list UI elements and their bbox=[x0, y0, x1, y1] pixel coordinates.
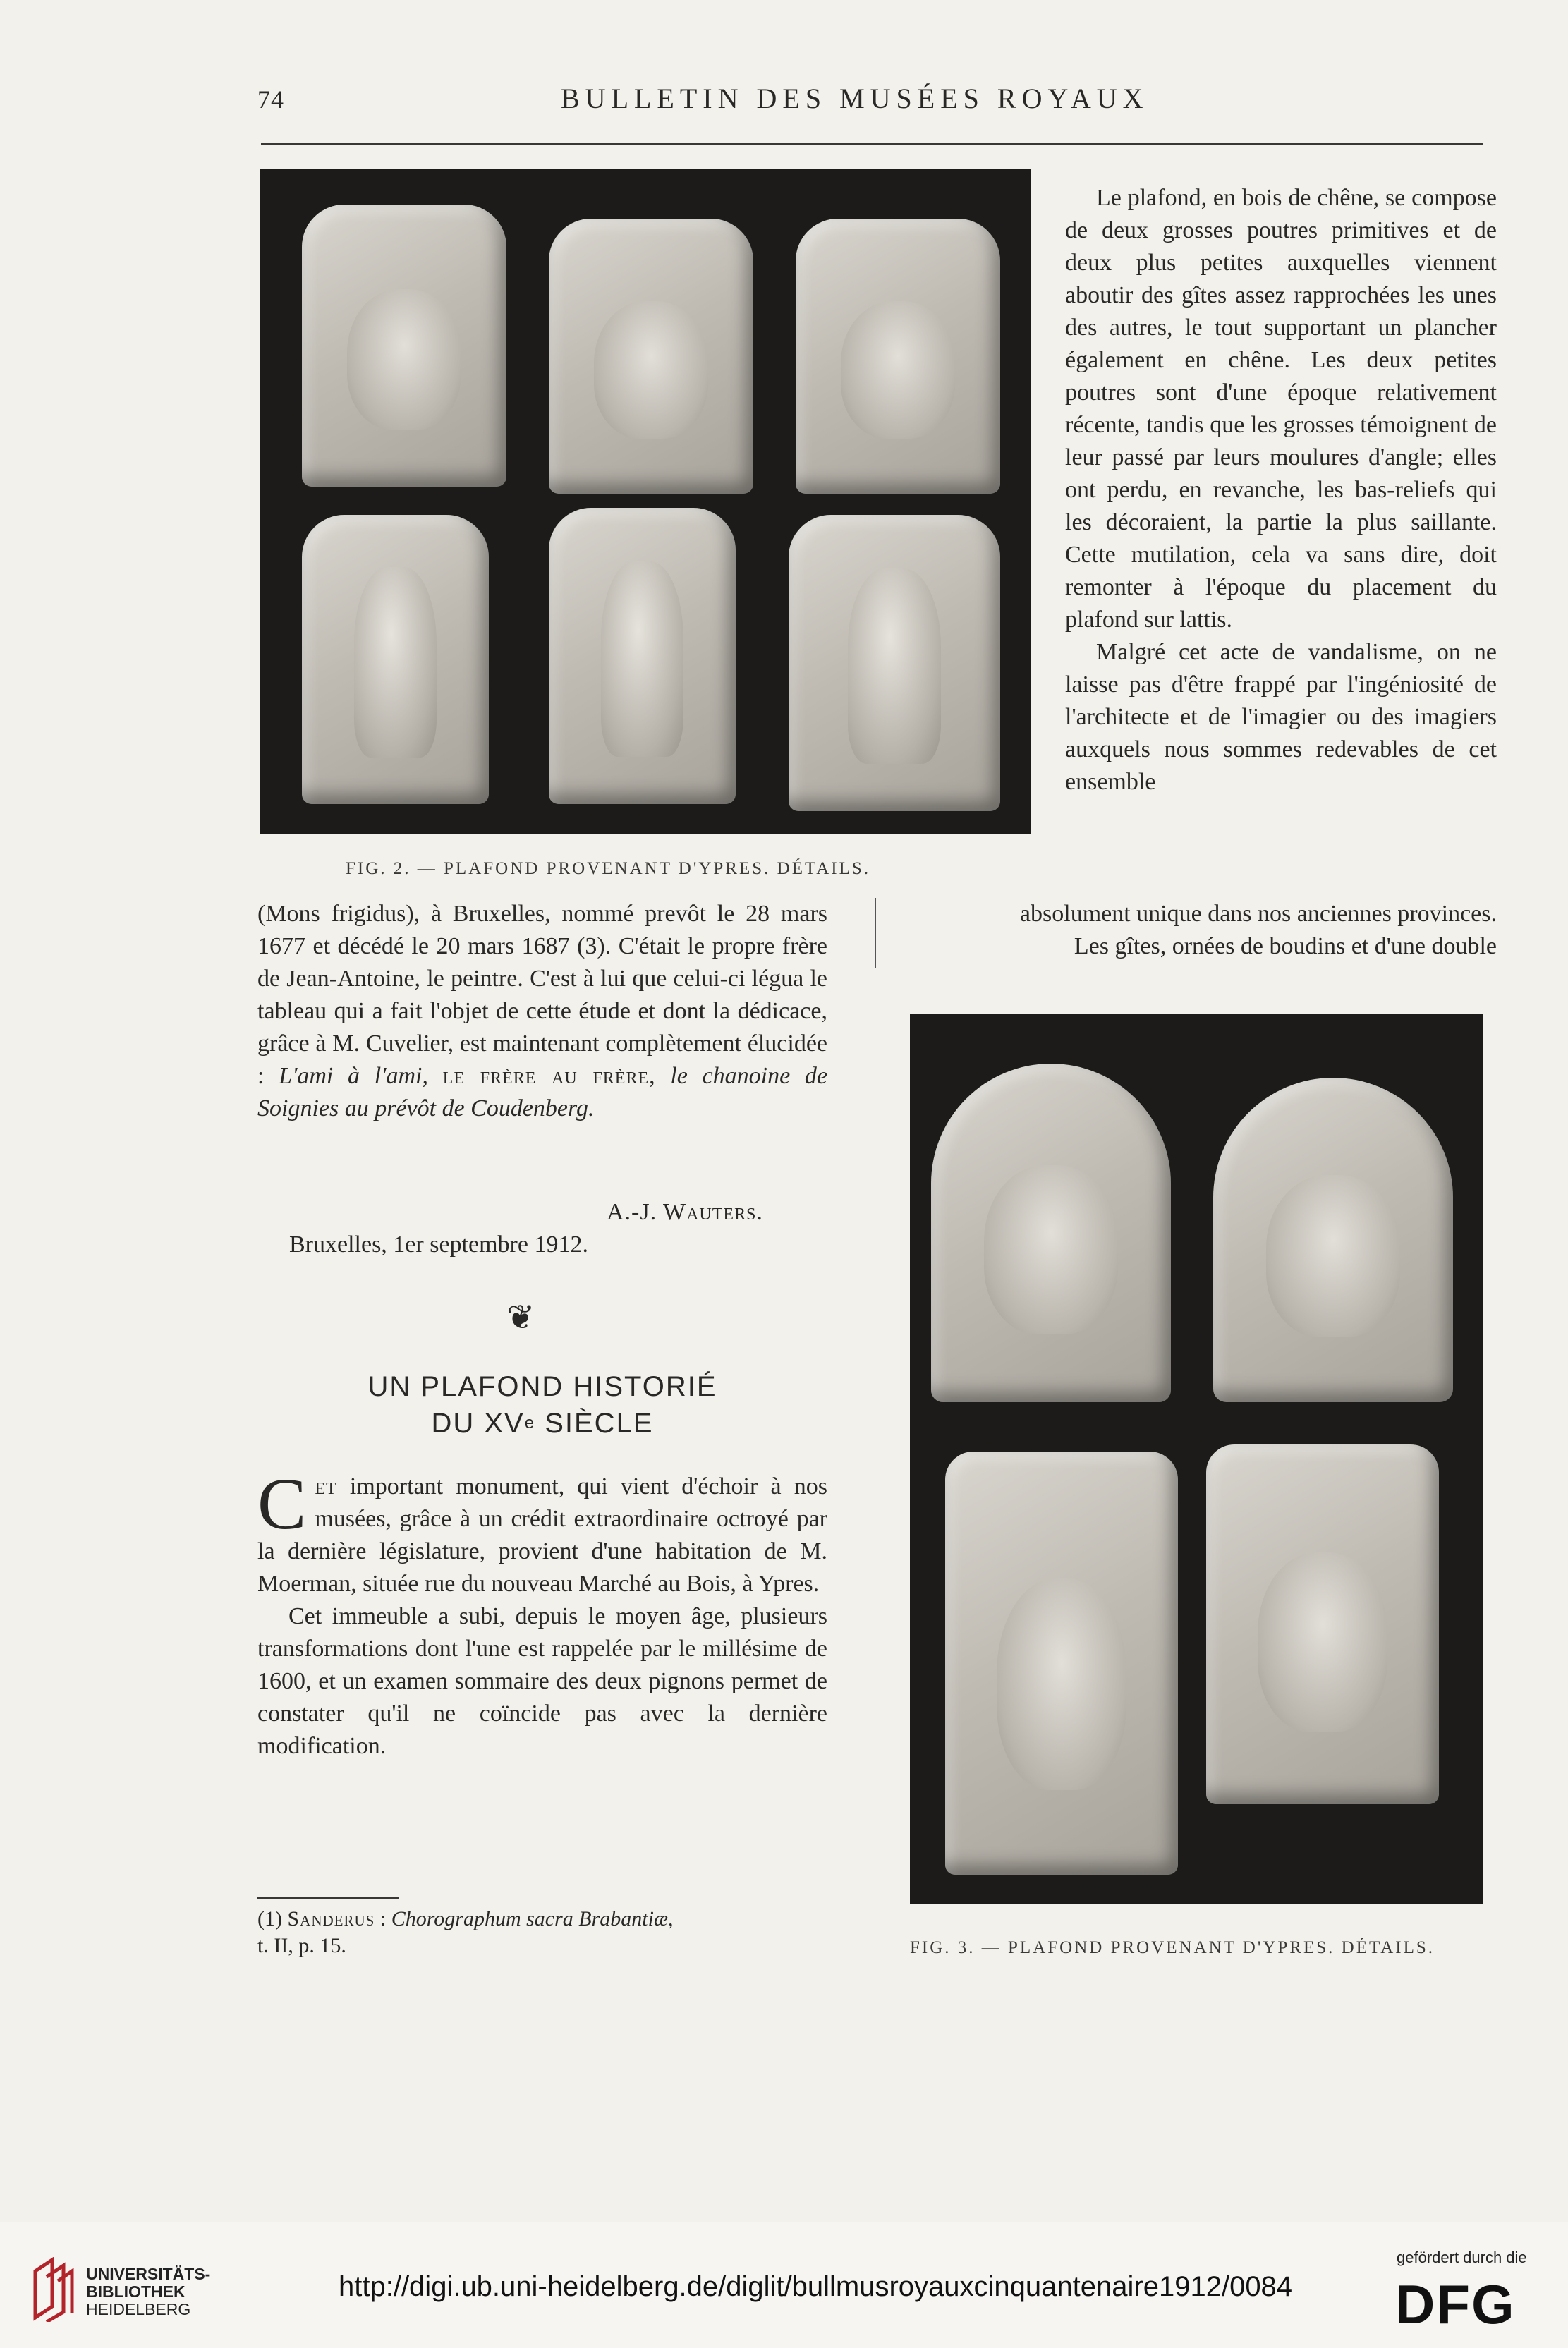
column-separator bbox=[875, 898, 876, 968]
figure-2-caption: FIG. 2. — PLAFOND PROVENANT D'YPRES. DÉTAILS. bbox=[346, 859, 871, 878]
running-title: BULLETIN DES MUSÉES ROYAUX bbox=[561, 83, 1149, 114]
figure-3-photo bbox=[910, 1014, 1483, 1904]
carved-head-tile bbox=[1206, 1444, 1439, 1804]
footnote-rule bbox=[257, 1897, 399, 1899]
heading-line: UN PLAFOND HISTORIÉ bbox=[367, 1371, 717, 1402]
carved-head-tile bbox=[1213, 1078, 1453, 1402]
carved-figure-tile bbox=[302, 515, 489, 804]
drop-cap: C bbox=[257, 1464, 307, 1545]
author-signature: A.-J. Wauters. bbox=[607, 1199, 763, 1225]
library-name: UNIVERSITÄTS- BIBLIOTHEK HEIDELBERG bbox=[86, 2265, 211, 2318]
carved-head-tile bbox=[302, 205, 506, 487]
paragraph: Cet immeuble a subi, depuis le moyen âge, plusieurs transformations dont l'une est rappelée par le millésime de 1600, et un examen sommaire des deux pignons permet de constater qu'il ne coïncide pas avec la dernière modification. bbox=[257, 1603, 827, 1759]
figure-3-caption: FIG. 3. — PLAFOND PROVENANT D'YPRES. DÉTAILS. bbox=[910, 1938, 1435, 1957]
previous-article-ending bbox=[257, 898, 827, 1125]
digitization-footer bbox=[0, 2222, 1568, 2348]
carved-head-tile bbox=[931, 1064, 1171, 1402]
carved-figure-tile bbox=[789, 515, 1000, 811]
footnote-text: t. II, p. 15. bbox=[257, 1934, 346, 1957]
heading-line: DU XVe SIÈCLE bbox=[431, 1408, 654, 1439]
paragraph: (Mons frigidus), à Bruxelles, nommé prevôt le 28 mars 1677 et décédé le 20 mars 1687 (3). C'était le propre frère de Jean-Antoine, le peintre. C'est à lui que celui-ci légua le tableau qui a fait l'objet de cette étude et dont la dédicace, grâce à M. Cuvelier, est maintenant complètement élucidée : L'ami à l'ami, le frère au frère, le chanoine de Soignies au prévôt de Coudenberg. bbox=[257, 901, 828, 1121]
text-line: Les gîtes, ornées de boudins et d'une double bbox=[1074, 933, 1497, 959]
article-heading bbox=[257, 1368, 827, 1442]
carved-head-tile bbox=[796, 219, 1000, 494]
text-line: absolument unique dans nos anciennes provinces. bbox=[1019, 901, 1497, 927]
paragraph: Malgré cet acte de vandalisme, on ne laisse pas d'être frappé par l'ingéniosité de l'architecte et de l'imagier ou des imagiers auxquels nous sommes redevables de cet ensemble bbox=[1065, 639, 1497, 795]
carved-head-tile bbox=[549, 219, 753, 494]
page-header bbox=[257, 79, 1485, 121]
paragraph: Cet important monument, qui vient d'échoir à nos musées, grâce à un crédit extraordinaire octroyé par la dernière législature, provient d'une habitation de M. Moerman, située rue du nouveau Marché au Bois, à Ypres. bbox=[257, 1464, 827, 1597]
footnote bbox=[257, 1906, 827, 1959]
footnote-text: (1) Sanderus : Chorographum sacra Brabantiæ, bbox=[257, 1907, 674, 1930]
dfg-logo: DFG bbox=[1395, 2273, 1516, 2335]
funding-note: gefördert durch die bbox=[1397, 2249, 1527, 2266]
figure-2-photo bbox=[260, 169, 1031, 834]
source-url[interactable]: http://digi.ub.uni-heidelberg.de/diglit/bullmusroyauxcinquantenaire1912/0084 bbox=[339, 2271, 1293, 2302]
right-column-text bbox=[1065, 182, 1497, 798]
dateline: Bruxelles, 1er septembre 1912. bbox=[289, 1231, 588, 1258]
library-logo-icon bbox=[31, 2257, 75, 2322]
page-number: 74 bbox=[257, 85, 284, 114]
carved-head-tile bbox=[945, 1452, 1178, 1875]
article-body bbox=[257, 1464, 827, 1763]
right-continuation bbox=[878, 898, 1497, 963]
ornament-icon: ❦ bbox=[506, 1299, 535, 1337]
header-rule bbox=[261, 143, 1483, 145]
paragraph: Le plafond, en bois de chêne, se compose de deux grosses poutres primitives et de deux plus petites auxquelles viennent aboutir des gîtes assez rapprochées les unes des autres, le tout supportant un plancher également en chêne. Les deux petites poutres sont d'une époque relativement récente, tandis que les grosses témoignent de leur passé par leurs moulures d'angle; elles ont perdu, en revanche, les bas-reliefs qui les décoraient, la partie la plus saillante. Cette mutilation, cela va sans dire, doit remonter à l'époque du placement du plafond sur lattis. bbox=[1065, 185, 1497, 633]
carved-foliage-tile bbox=[549, 508, 736, 804]
